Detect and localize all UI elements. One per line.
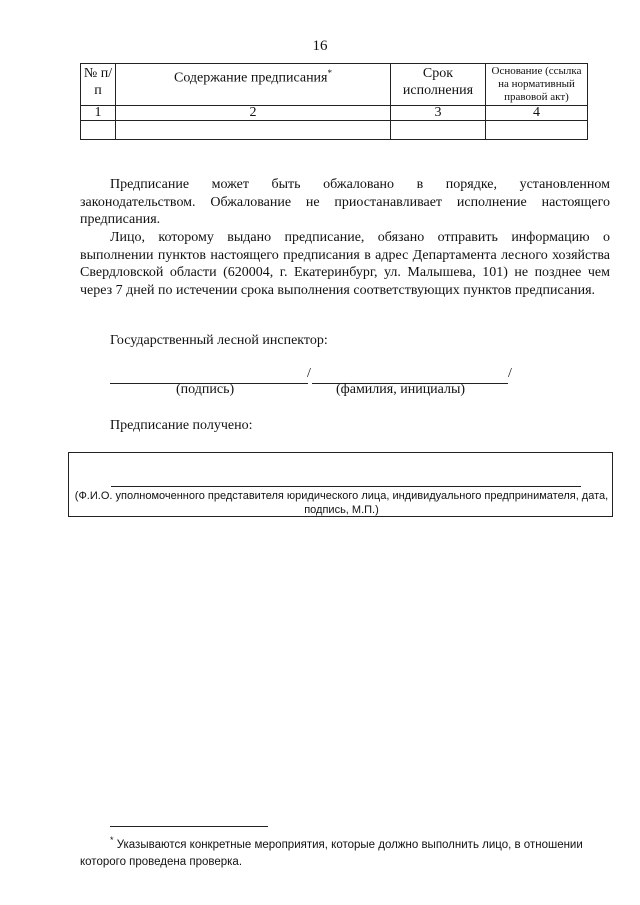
footnote-text: Указываются конкретные мероприятия, которые должно выполнить лицо, в отношении которого проведена проверка. [80, 838, 583, 868]
footnote [80, 832, 612, 871]
page-number: 16 [312, 38, 328, 54]
inspector-label: Государственный лесной инспектор: [110, 333, 328, 348]
column-number-1: 1 [81, 106, 116, 121]
blank-cell [81, 121, 116, 140]
received-box [68, 452, 613, 517]
appeal-paragraph: Предписание может быть обжаловано в порядке, установленном законодательством. Обжалование не приостанавливает исполнение настоящего предписания. [80, 177, 610, 227]
column-number-2: 2 [116, 106, 391, 121]
header-content [116, 64, 391, 106]
name-separator: / [508, 366, 512, 381]
signature-separator: / [307, 366, 311, 381]
column-number-row [81, 106, 588, 121]
footnote-mark: * [110, 835, 114, 845]
received-label: Предписание получено: [110, 418, 253, 433]
table-header-row [81, 64, 588, 106]
blank-cell [486, 121, 588, 140]
footnote-divider [110, 826, 268, 827]
signature-caption: (подпись) [176, 382, 235, 397]
header-number: № п/п [81, 64, 116, 106]
received-caption: (Ф.И.О. уполномоченного представителя юридического лица, индивидуального предпринимателя, дата, подпись, М.П.) [74, 490, 609, 516]
header-term: Срок исполнения [391, 64, 486, 106]
header-basis: Основание (ссылка на нормативный правовой акт) [486, 64, 588, 106]
received-signature-line [111, 486, 581, 487]
blank-cell [116, 121, 391, 140]
prescription-table [80, 63, 588, 140]
name-caption: (фамилия, инициалы) [336, 382, 466, 397]
column-number-4: 4 [486, 106, 588, 121]
blank-entry-row [81, 121, 588, 140]
header-content-label: Содержание предписания [173, 70, 328, 86]
blank-cell [391, 121, 486, 140]
report-paragraph: Лицо, которому выдано предписание, обязано отправить информацию о выполнении пунктов настоящего предписания в адрес Департамента лесного хозяйства Свердловской области (620004, г. Екатеринбург, ул. Малышева, 101) не позднее чем через 7 дней по истечении срока выполнения соответствующих пунктов предписания. [80, 230, 610, 298]
column-number-3: 3 [391, 106, 486, 121]
footnote-reference: * [327, 68, 332, 78]
